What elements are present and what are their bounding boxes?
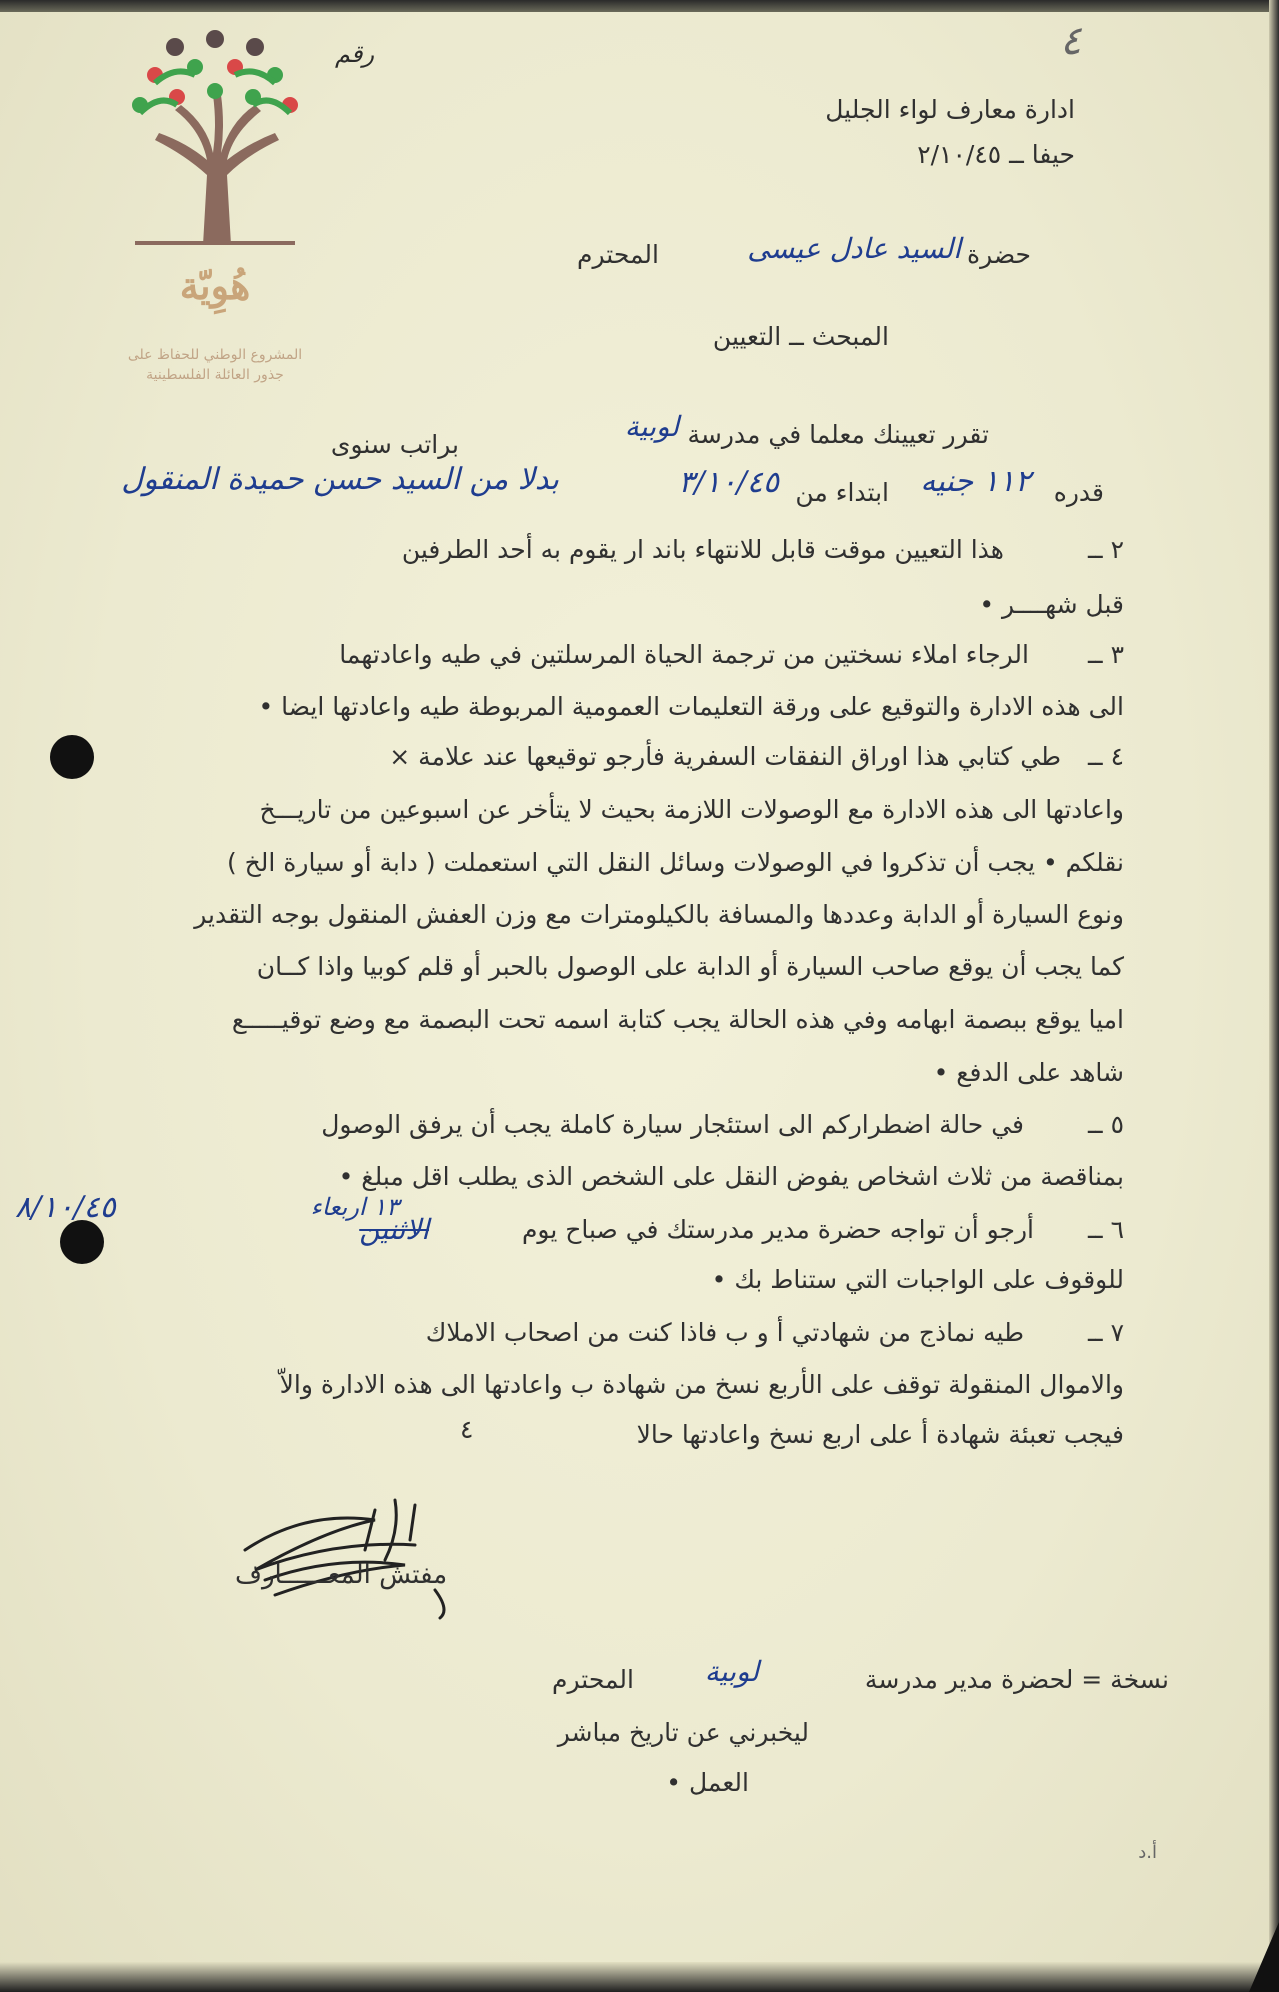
p1-start-date: ٣/١٠/٤٥	[678, 465, 779, 500]
punch-hole	[50, 735, 94, 779]
p7-line2: والاموال المنقولة توقف على الأربع نسخ من شهادة ب واعادتها الى هذه الادارة والاّ	[279, 1370, 1124, 1399]
p5-line1: في حالة اضطراركم الى استئجار سيارة كاملة يجب أن يرفق الوصول	[321, 1110, 1024, 1139]
p7-line1: طيه نماذج من شهادتي أ و ب فاذا كنت من اصحاب الاملاك	[425, 1318, 1024, 1347]
p4-line5: كما يجب أن يوقع صاحب السيارة أو الدابة على الوصول بالحبر أو قلم كوبيا واذا كــان	[256, 952, 1124, 981]
office-name: ادارة معارف لواء الجليل	[825, 95, 1075, 124]
p1-qadruhu: قدره	[1053, 478, 1104, 507]
p7-num: ٧ ــ	[1087, 1318, 1124, 1347]
p1-note: بدلا من السيد حسن حميدة المنقول	[121, 462, 559, 497]
addressee-name: السيد عادل عيسى	[747, 232, 961, 265]
copy-line3: العمل •	[666, 1768, 749, 1797]
scan-bottom-edge	[0, 1962, 1279, 1992]
p3-num: ٣ ــ	[1087, 640, 1124, 669]
p2-line1: هذا التعيين موقت قابل للانتهاء باند ار يقوم به أحد الطرفين	[401, 535, 1004, 564]
p3-line1: الرجاء املاء نسختين من ترجمة الحياة المرسلتين في طيه واعادتهما	[339, 640, 1029, 669]
p5-num: ٥ ــ	[1087, 1110, 1124, 1139]
copy-suffix: المحترم	[552, 1665, 634, 1694]
p1-salary: براتب سنوى	[330, 430, 459, 459]
p6-line1: أرجو أن تواجه حضرة مدير مدرستك في صباح يوم	[521, 1215, 1034, 1244]
tree-people-icon	[115, 25, 315, 255]
p5-line2: بمناقصة من ثلاث اشخاص يفوض النقل على الشخص الذى يطلب اقل مبلغ •	[338, 1162, 1124, 1191]
letter-subject: المبحث ــ التعيين	[712, 322, 889, 351]
initials: أ.د	[1138, 1842, 1157, 1863]
watermark-line-1: المشروع الوطني للحفاظ على	[127, 347, 303, 363]
punch-hole	[60, 1220, 104, 1264]
p6-num: ٦ ــ	[1087, 1215, 1124, 1244]
p6-line2: للوقوف على الواجبات التي ستناط بك •	[711, 1265, 1124, 1294]
p4-line3: نقلكم • يجب أن تذكروا في الوصولات وسائل النقل التي استعملت ( دابة أو سيارة الخ )	[226, 848, 1124, 877]
addressee-suffix: المحترم	[577, 240, 659, 269]
p3-line2: الى هذه الادارة والتوقيع على ورقة التعليمات العمومية المربوطة طيه واعادتها ايضا •	[258, 692, 1124, 721]
p7-line3: فيجب تعبئة شهادة أ على اربع نسخ واعادتها حالا	[636, 1420, 1124, 1449]
copy-school: لوبية	[704, 1655, 759, 1688]
page-number: ٤	[1060, 18, 1082, 64]
p1-amount: ١١٢ جنيه	[920, 464, 1031, 499]
p6-date: ٨/١٠/٤٥	[15, 1190, 116, 1225]
p1-line1: تقرر تعيينك معلما في مدرسة	[687, 420, 989, 449]
p4-line7: شاهد على الدفع •	[933, 1058, 1124, 1087]
raqam-label: رقم	[335, 40, 375, 68]
p4-line2: واعادتها الى هذه الادارة مع الوصولات اللازمة بحيث لا يتأخر عن اسبوعين من تاريـــخ	[259, 795, 1124, 824]
p2-line2: قبل شهــــر •	[979, 590, 1124, 619]
watermark-title: هُوِيّة	[179, 263, 251, 308]
scan-corner	[1249, 1922, 1279, 1992]
copy-line2: ليخبرني عن تاريخ مباشر	[557, 1718, 809, 1747]
p7-tail: ٤	[460, 1415, 474, 1444]
p1-school: لوبية	[624, 410, 679, 443]
p4-line6: اميا يوقع ببصمة ابهامه وفي هذه الحالة يجب كتابة اسمه تحت البصمة مع وضع توقيـــــع	[231, 1005, 1124, 1034]
watermark-logo	[115, 25, 315, 395]
addressee-prefix: حضرة	[966, 240, 1031, 269]
p4-line4: ونوع السيارة أو الدابة وعددها والمسافة بالكيلومترات مع وزن العفش المنقول بوجه التقدير	[194, 900, 1124, 929]
p6-correction: ١٣ اربعاء	[310, 1193, 399, 1221]
copy-prefix: نسخة = لحضرة مدير مدرسة	[864, 1665, 1169, 1694]
p6-day: الاثنين	[359, 1213, 429, 1246]
p4-line1: طي كتابي هذا اوراق النفقات السفرية فأرجو توقيعها عند علامة ×	[389, 742, 1061, 771]
p2-num: ٢ ــ	[1087, 535, 1124, 564]
signature-title: مفتش المعــــــارف	[235, 1560, 448, 1590]
letter-date: حيفا ــ ٢/١٠/٤٥	[917, 140, 1075, 169]
scan-top-edge	[0, 0, 1279, 12]
watermark-line-2: جذور العائلة الفلسطينية	[146, 367, 284, 383]
p4-num: ٤ ــ	[1087, 742, 1124, 771]
p1-start-label: ابتداء من	[795, 478, 889, 507]
scan-right-edge	[1269, 0, 1279, 1992]
